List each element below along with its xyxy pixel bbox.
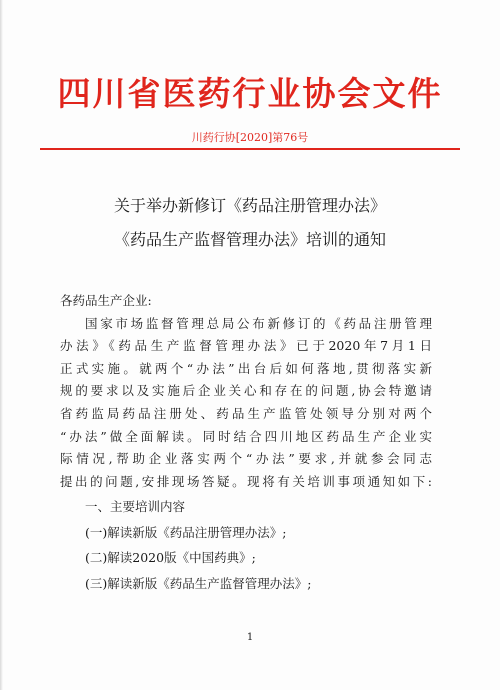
document-number: 川药行协[2020]第76号 [191, 131, 309, 144]
intro-paragraph [60, 313, 432, 494]
section-heading: 一、主要培训内容 [85, 499, 186, 515]
page-number: 1 [246, 632, 254, 643]
letterhead-divider [40, 148, 460, 150]
notice-body [60, 290, 432, 595]
training-item-1: (一)解读新版《药品注册管理办法》; [85, 524, 287, 540]
salutation: 各药品生产企业: [60, 293, 152, 308]
paragraph-line: 际情况,帮助企业落实两个“办法”要求,并就参会同志 [60, 451, 432, 467]
letterhead-title: 四川省医药行业协会文件 [57, 74, 443, 113]
paragraph-line: 办法》《药品生产监督管理办法》已于2020年7月1日 [60, 338, 432, 354]
training-item-3: (三)解读新版《药品生产监督管理办法》; [85, 575, 312, 591]
paragraph-line: 提出的问题,安排现场答疑。现将有关培训事项通知如下: [60, 473, 432, 489]
paragraph-line: 国家市场监督管理总局公布新修订的《药品注册管理 [85, 315, 432, 331]
paragraph-line: 省药监局药品注册处、药品生产监管处领导分别对两个 [60, 405, 432, 421]
paragraph-line: 规的要求以及实施后企业关心和存在的问题,协会特邀请 [60, 383, 432, 399]
training-item-2: (二)解读2020版《中国药典》; [85, 550, 256, 566]
notice-title [0, 189, 500, 257]
paragraph-line: “办法”做全面解读。同时结合四川地区药品生产企业实 [60, 428, 432, 444]
paragraph-line: 正式实施。就两个“办法”出台后如何落地,贯彻落实新 [60, 360, 432, 376]
notice-title-line-2: 《药品生产监督管理办法》培训的通知 [113, 230, 386, 249]
notice-title-line-1: 关于举办新修订《药品注册管理办法》 [113, 196, 386, 215]
